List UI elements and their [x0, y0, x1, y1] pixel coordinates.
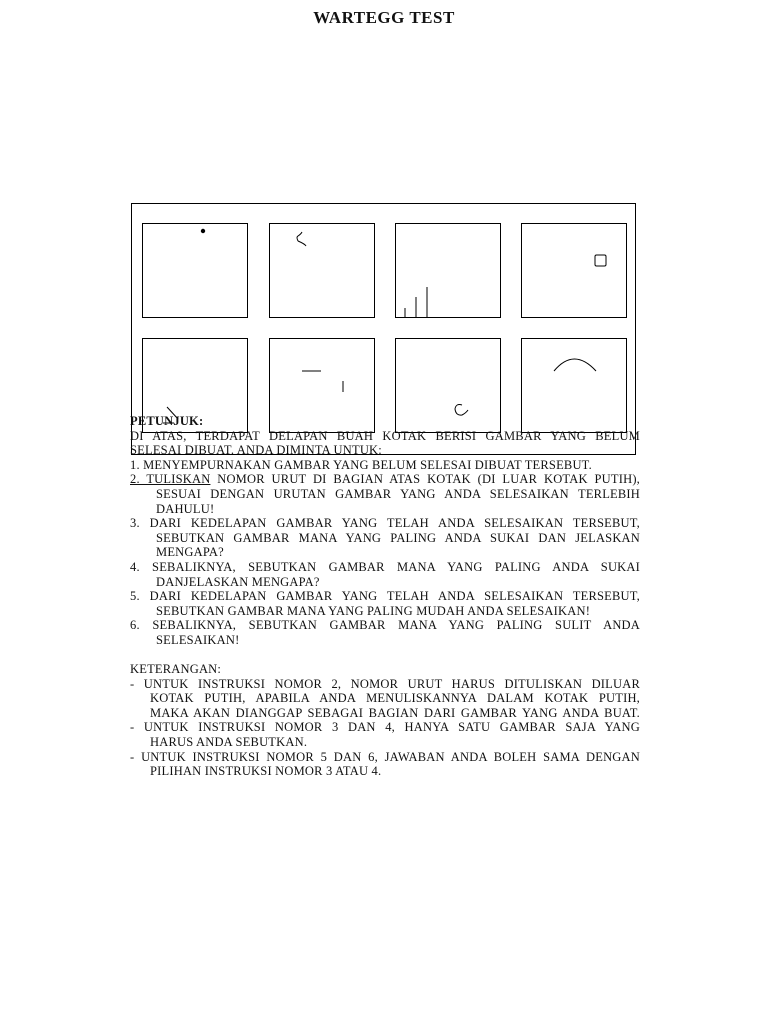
instruction-item-3: 3. DARI KEDELAPAN GAMBAR YANG TELAH ANDA SELESAIKAN TERSEBUT, — [130, 516, 640, 531]
underlined-keyword: 2. TULISKAN — [130, 472, 211, 487]
intro-line-1: DI ATAS, TERDAPAT DELAPAN BUAH KOTAK BERISI GAMBAR YANG BELUM — [130, 428, 640, 443]
notes-heading: KETERANGAN: — [130, 662, 222, 677]
instructions-heading: PETUNJUK: — [130, 414, 204, 428]
instruction-item-5: 5. DARI KEDELAPAN GAMBAR YANG TELAH ANDA SELESAIKAN TERSEBUT, — [130, 589, 640, 604]
page-title: WARTEGG TEST — [313, 8, 455, 27]
instruction-item-4: 4. SEBALIKNYA, SEBUTKAN GAMBAR MANA YANG PALING ANDA SUKAI — [130, 559, 640, 574]
drawing-box-1[interactable] — [142, 223, 248, 318]
wavy-line-stimulus — [270, 224, 374, 317]
drawing-box-3[interactable] — [395, 223, 501, 318]
instruction-item-6: 6. SEBALIKNYA, SEBUTKAN GAMBAR MANA YANG PALING SULIT ANDA — [130, 618, 640, 633]
instruction-item-1: 1. MENYEMPURNAKAN GAMBAR YANG BELUM SELESAI DIBUAT TERSEBUT. — [130, 457, 592, 472]
drawing-box-4[interactable] — [521, 223, 627, 318]
note-1: - UNTUK INSTRUKSI NOMOR 2, NOMOR URUT HARUS DITULISKAN DILUAR — [130, 676, 640, 691]
instruction-item-2: 2. TULISKAN NOMOR URUT DI BAGIAN ATAS KOTAK (DI LUAR KOTAK PUTIH), — [130, 472, 641, 487]
intro-line-2: SELESAI DIBUAT. ANDA DIMINTA UNTUK: — [130, 443, 382, 458]
vertical-lines-stimulus — [396, 224, 500, 317]
instructions-block: PETUNJUK: DI ATAS, TERDAPAT DELAPAN BUAH KOTAK BERISI GAMBAR YANG BELUM SELESAI DIBUAT. ANDA DIMINTA UNTUK: 1. MENYEMPURNAKAN GAMBAR YANG BELUM SELESAI DIBUAT TERSEBUT. 2. TULISKAN NOMOR URUT DI BAGIAN ATAS KOTAK (DI LUAR KOTAK PUTIH), SESUAI DENGAN URUTAN GAMBAR YANG ANDA SELESAIKAN TERLEBIH DAHULU! 3. DARI KEDELAPAN GAMBAR YANG TELAH ANDA SELESAIKAN TERSEBUT, SEBUTKAN GAMBAR MANA YANG PALING ANDA SUKAI DAN JELASKAN MENGAPA? 4. SEBALIKNYA, SEBUTKAN GAMBAR MANA YANG PALING ANDA SUKAI DANJELASKAN MENGAPA? 5. DARI KEDELAPAN GAMBAR YANG TELAH ANDA SELESAIKAN TERSEBUT, SEBUTKAN GAMBAR MANA YANG PALING MUDAH ANDA SELESAIKAN! 6. SEBALIKNYA, SEBUTKAN GAMBAR MANA YANG PALING SULIT ANDA SELESAIKAN! KETERANGAN: - UNTUK INSTRUKSI NOMOR 2, NOMOR URUT HARUS DITULISKAN DILUAR KOTAK PUTIH, APABILA ANDA MENULISKANNYA DALAM KOTAK PUTIH, MAKA AKAN DIANGGAP SEBAGAI BAGIAN DARI GAMBAR YANG ANDA BUAT. - UNTUK INSTRUKSI NOMOR 3 DAN 4, HANYA SATU GAMBAR SAJA YANG HARUS ANDA SEBUTKAN. - UNTUK INSTRUKSI NOMOR 5 DAN 6, JAWABAN ANDA BOLEH SAMA DENGAN PILIHAN INSTRUKSI NOMOR 3 ATAU 4. — [130, 414, 641, 779]
dot-stimulus — [143, 224, 247, 317]
note-2: - UNTUK INSTRUKSI NOMOR 3 DAN 4, HANYA SATU GAMBAR SAJA YANG — [130, 720, 640, 735]
drawing-box-2[interactable] — [269, 223, 375, 318]
note-3: - UNTUK INSTRUKSI NOMOR 5 DAN 6, JAWABAN ANDA BOLEH SAMA DENGAN — [130, 749, 640, 764]
small-square-stimulus — [522, 224, 626, 317]
